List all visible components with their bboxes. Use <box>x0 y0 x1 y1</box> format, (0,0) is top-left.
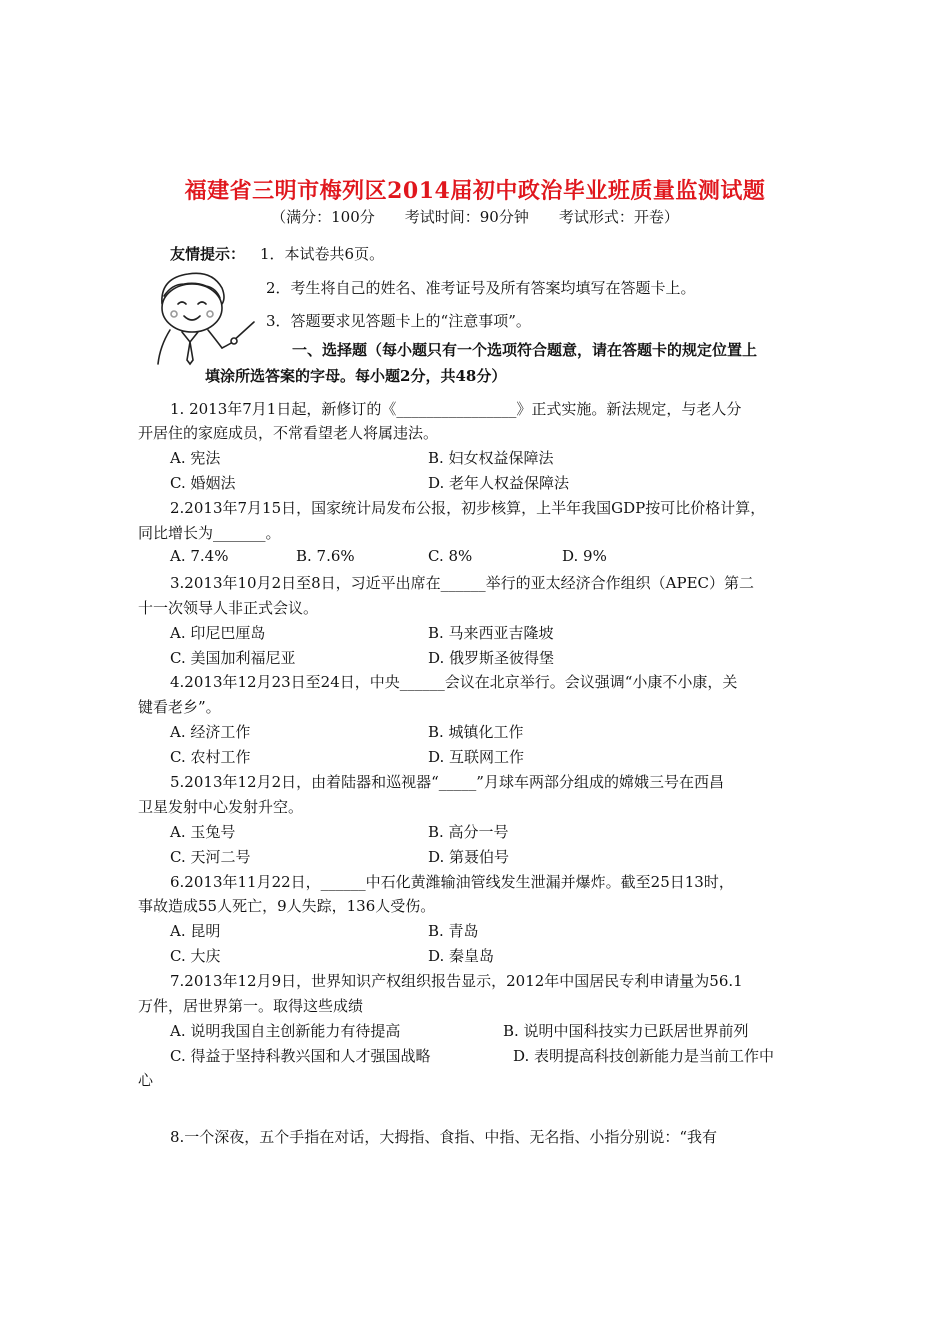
option: A. 宪法 <box>170 449 221 467</box>
question-3-stem-cont: 十一次领导人非正式会议。 <box>138 599 319 617</box>
option-continued: 心 <box>138 1071 154 1089</box>
section-heading-continued: 填涂所选答案的字母。每小题2分，共48分） <box>205 367 507 385</box>
option: D. 秦皇岛 <box>428 947 495 965</box>
tip-item-2: 2．考生将自己的姓名、准考证号及所有答案均填写在答题卡上。 <box>266 279 696 297</box>
option: B. 妇女权益保障法 <box>428 449 554 467</box>
option: A. 7.4% <box>170 547 229 565</box>
option: C. 美国加利福尼亚 <box>170 649 296 667</box>
question-1-stem-cont: 开居住的家庭成员，不常看望老人将属违法。 <box>138 424 439 442</box>
question-6-stem-cont: 事故造成55人死亡，9人失踪，136人受伤。 <box>138 897 436 915</box>
option: C. 农村工作 <box>170 748 251 766</box>
tip-item-1: 1．本试卷共6页。 <box>260 245 385 263</box>
option: B. 说明中国科技实力已跃居世界前列 <box>503 1022 749 1040</box>
question-6-stem: 6.2013年11月22日，______中石化黄潍输油管线发生泄漏并爆炸。截至25日13时， <box>170 873 734 891</box>
option: D. 老年人权益保障法 <box>428 474 570 492</box>
option: B. 马来西亚吉隆坡 <box>428 624 554 642</box>
option: D. 互联网工作 <box>428 748 525 766</box>
question-7-stem: 7.2013年12月9日，世界知识产权组织报告显示，2012年中国居民专利申请量为56.1 <box>170 972 743 990</box>
option: D. 第聂伯号 <box>428 848 510 866</box>
question-2-stem-cont: 同比增长为_______。 <box>138 524 281 542</box>
option: B. 高分一号 <box>428 823 509 841</box>
page-title: 福建省三明市梅列区2014届初中政治毕业班质量监测试题 <box>184 178 766 204</box>
question-8-stem: 8.一个深夜，五个手指在对话，大拇指、食指、中指、无名指、小指分别说：“我有 <box>170 1128 717 1146</box>
question-4-stem-cont: 键看老乡”。 <box>138 698 221 716</box>
option: B. 7.6% <box>296 547 355 565</box>
question-3-stem: 3.2013年10月2日至8日，习近平出席在______举行的亚太经济合作组织（APEC）第二 <box>170 574 755 592</box>
question-5-stem-cont: 卫星发射中心发射升空。 <box>138 798 304 816</box>
option: A. 玉兔号 <box>170 823 236 841</box>
option: C. 大庆 <box>170 947 221 965</box>
option: D. 俄罗斯圣彼得堡 <box>428 649 555 667</box>
option: C. 婚姻法 <box>170 474 236 492</box>
question-4-stem: 4.2013年12月23日至24日，中央______会议在北京举行。会议强调“小康不小康，关 <box>170 673 738 691</box>
question-2-stem: 2.2013年7月15日，国家统计局发布公报，初步核算，上半年我国GDP按可比价格计算， <box>170 499 766 517</box>
option: C. 天河二号 <box>170 848 251 866</box>
exam-info: （满分：100分 考试时间：90分钟 考试形式：开卷） <box>271 208 679 226</box>
question-7-stem-cont: 万件，居世界第一。取得这些成绩 <box>138 997 364 1015</box>
option: A. 说明我国自主创新能力有待提高 <box>170 1022 401 1040</box>
option: B. 城镇化工作 <box>428 723 524 741</box>
option: C. 得益于坚持科教兴国和人才强国战略 <box>170 1047 431 1065</box>
option: A. 经济工作 <box>170 723 251 741</box>
option: D. 9% <box>562 547 607 565</box>
option: B. 青岛 <box>428 922 479 940</box>
option: A. 昆明 <box>170 922 221 940</box>
tip-item-3: 3．答题要求见答题卡上的“注意事项”。 <box>266 312 531 330</box>
teacher-mascot-illustration <box>150 270 260 366</box>
option: A. 印尼巴厘岛 <box>170 624 266 642</box>
tips-label: 友情提示： <box>170 245 246 263</box>
option: D. 表明提高科技创新能力是当前工作中 <box>513 1047 775 1065</box>
option: C. 8% <box>428 547 473 565</box>
section-heading: 一、选择题（每小题只有一个选项符合题意，请在答题卡的规定位置上 <box>292 341 758 359</box>
question-5-stem: 5.2013年12月2日，由着陆器和巡视器“_____”月球车两部分组成的嫦娥三号在西昌 <box>170 773 724 791</box>
question-1-stem: 1. 2013年7月1日起，新修订的《________________》正式实施。新法规定，与老人分 <box>170 400 742 418</box>
